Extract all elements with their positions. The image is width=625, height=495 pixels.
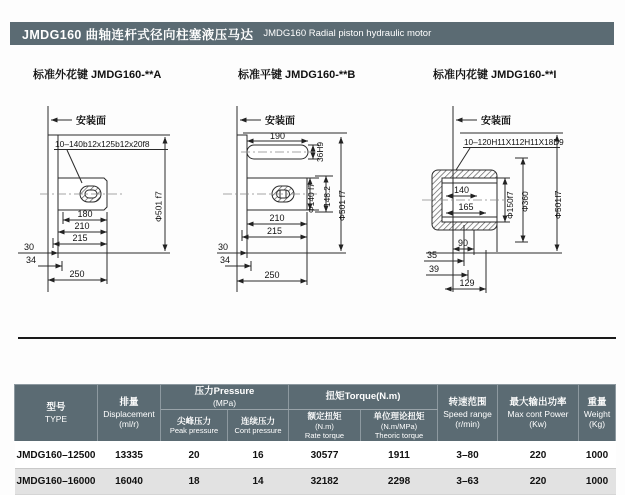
col-cont-zh: 连续压力 [241, 415, 276, 426]
col-rate-zh: 额定扭矩 [307, 411, 342, 422]
cell-type: JMDG160–16000 [15, 468, 98, 494]
col-weight [579, 385, 616, 443]
drawing-a-geometry [18, 106, 170, 292]
col-type [15, 385, 98, 443]
col-power [498, 385, 579, 443]
cell-rate: 30577 [289, 442, 361, 468]
col-disp-zh: 排量 [119, 396, 139, 408]
cell-cont: 14 [228, 468, 289, 494]
dim-30: 30 [217, 242, 229, 252]
cell-power: 220 [498, 442, 579, 468]
shaft-diameter-label: Φ140 f7 [306, 183, 316, 213]
col-pressure-unit: (MPa) [212, 397, 237, 408]
cell-weight: 1000 [579, 468, 616, 494]
cell-type: JMDG160–12500 [15, 442, 98, 468]
pilot-diameter-label: Φ360 [520, 191, 530, 212]
col-pressure-zh: 压力Pressure [194, 386, 255, 397]
col-theoric-torque [361, 410, 438, 443]
outer-diameter-label: Φ501f7 [553, 190, 563, 219]
section-divider [18, 337, 616, 339]
col-theoric-en: Theoric torque [374, 430, 424, 440]
col-weight-zh: 重量 [587, 396, 607, 408]
drawing-c-geometry [424, 106, 563, 293]
col-disp-en: Displacement [103, 408, 155, 419]
dim-140: 140 [453, 185, 470, 195]
cell-peak: 20 [161, 442, 228, 468]
mount-face-label: 安装面 [265, 116, 295, 127]
caption-internal-spline: 标准内花键 JMDG160-**I [433, 69, 557, 81]
product-title-zh: JMDG160 曲轴连杆式径向柱塞液压马达 [22, 27, 254, 42]
dim-210: 210 [74, 221, 90, 231]
dim-90: 90 [457, 238, 469, 248]
dim-210: 210 [269, 213, 285, 223]
cell-power: 220 [498, 468, 579, 494]
cell-speed: 3–63 [438, 468, 498, 494]
col-weight-en: Weight [583, 408, 611, 419]
spec-table-header [15, 385, 616, 443]
outer-diameter-label: Φ501 f7 [153, 191, 164, 222]
cell-disp: 16040 [98, 468, 161, 494]
col-disp-unit: (ml/r) [119, 418, 139, 429]
key-height-label: 148.2 [322, 186, 332, 207]
col-cont-pressure [228, 410, 289, 443]
cell-peak: 18 [161, 468, 228, 494]
col-speed-zh: 转速范围 [448, 396, 487, 408]
dim-39: 39 [428, 264, 440, 274]
title-bar [10, 22, 614, 45]
drawing-flat-key [215, 100, 420, 305]
col-peak-pressure [161, 410, 228, 443]
dim-250: 250 [264, 270, 280, 280]
dim-180: 180 [77, 209, 93, 219]
dim-35: 35 [426, 250, 438, 260]
col-type-en: TYPE [44, 413, 68, 424]
col-rate-en: Rate torque [304, 430, 345, 440]
drawing-internal-spline [420, 100, 625, 305]
dim-34: 34 [219, 255, 231, 265]
dim-34: 34 [25, 255, 37, 265]
col-cont-en: Cont pressure [234, 426, 282, 436]
product-title-en: JMDG160 Radial piston hydraulic motor [263, 28, 432, 39]
mount-face-label: 安装面 [481, 116, 511, 127]
dim-165: 165 [458, 202, 474, 212]
col-theoric-unit: (N.m/MPa) [380, 421, 418, 431]
mount-face-label: 安装面 [76, 116, 106, 127]
bore-diameter-label: Φ150f7 [505, 191, 515, 219]
outer-diameter-label: Φ501 f7 [337, 190, 347, 221]
col-theoric-zh: 单位理论扭矩 [373, 411, 425, 422]
col-type-zh: 型号 [46, 401, 66, 413]
cell-speed: 3–80 [438, 442, 498, 468]
cell-theoric: 1911 [361, 442, 438, 468]
col-group-torque [289, 385, 438, 410]
col-rate-torque [289, 410, 361, 443]
drawing-external-spline [10, 100, 215, 305]
col-speed-unit: (r/min) [455, 418, 480, 429]
cell-cont: 16 [228, 442, 289, 468]
col-power-zh: 最大输出功率 [509, 396, 567, 408]
cell-weight: 1000 [579, 442, 616, 468]
cell-rate: 32182 [289, 468, 361, 494]
col-rate-unit: (N.m) [315, 421, 334, 431]
col-torque-label: 扭矩Torque(N.m) [325, 391, 401, 403]
col-speed-en: Speed range [443, 408, 492, 419]
col-speed [438, 385, 498, 443]
caption-external-spline: 标准外花键 JMDG160-**A [33, 69, 162, 81]
col-peak-en: Peak pressure [169, 426, 219, 436]
table-row [15, 468, 616, 494]
dim-250: 250 [69, 269, 85, 279]
col-power-unit: (Kw) [529, 418, 547, 429]
table-row [15, 442, 616, 468]
dim-30: 30 [23, 242, 35, 252]
dim-129: 129 [459, 278, 475, 288]
col-power-en: Max cont Power [507, 408, 569, 419]
dim-190: 190 [269, 131, 286, 141]
col-weight-unit: (Kg) [589, 418, 606, 429]
col-displacement [98, 385, 161, 443]
col-group-pressure [161, 385, 289, 410]
col-peak-zh: 尖峰压力 [176, 415, 211, 426]
spline-spec-label: 10–120H11X112H11X18D9 [464, 138, 564, 147]
dim-215: 215 [266, 226, 283, 236]
spline-spec-label: 10–140b12x125b12x20f8 [55, 139, 150, 149]
caption-flat-key: 标准平键 JMDG160-**B [238, 69, 356, 81]
key-width-label: 36H9 [315, 141, 325, 162]
cell-disp: 13335 [98, 442, 161, 468]
spec-table [14, 384, 616, 495]
cell-theoric: 2298 [361, 468, 438, 494]
dim-215: 215 [72, 233, 88, 243]
